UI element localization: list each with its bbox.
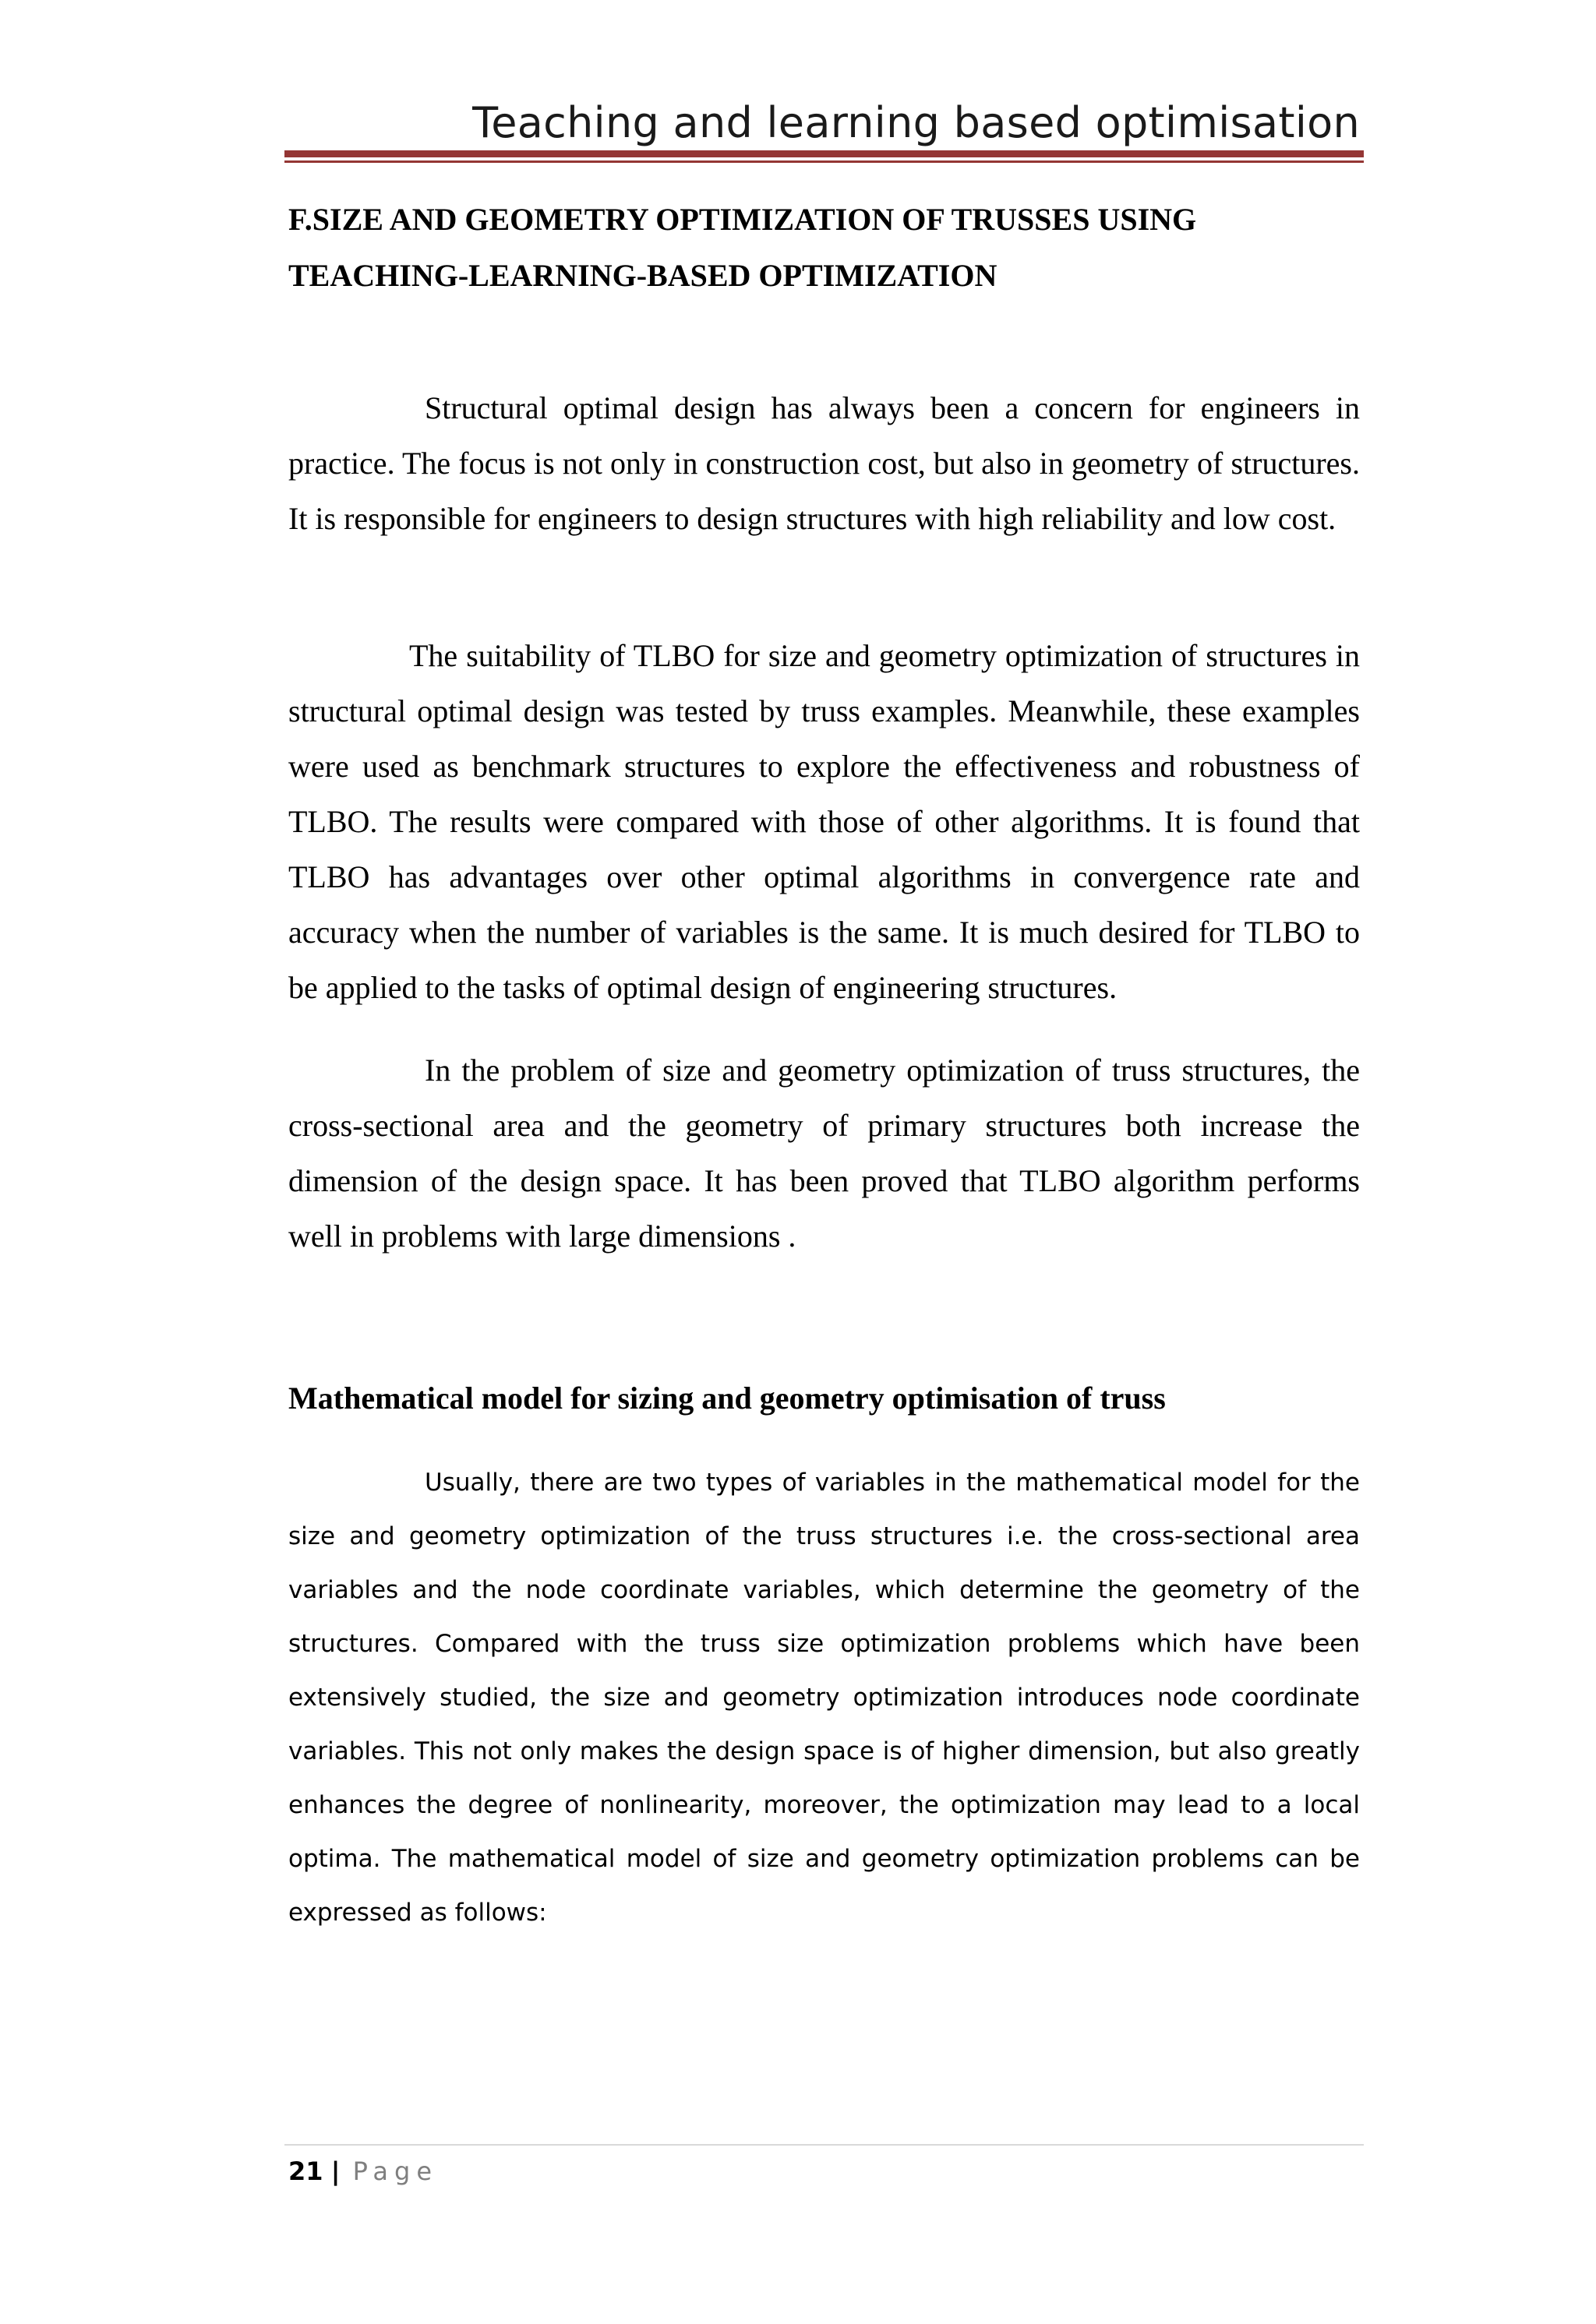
footer-separator: | <box>330 2156 341 2186</box>
header-rule-thin <box>284 160 1364 163</box>
page-number: 21 <box>288 2156 323 2186</box>
header-rule-thick <box>284 150 1364 157</box>
subsection-paragraph: Usually, there are two types of variables in the mathematical model for the size and geometry optimization of the truss structures i.e. the cross-sectional area variables and the node coordinate variables, which determine the geometry of the structures. Compared with the truss size optimization problems which have been extensively studied, the size and geometry optimization introduces node coordinate variables. This not only makes the design space is of higher dimension, but also greatly enhances the degree of nonlinearity, moreover, the optimization may lead to a local optima. The mathematical model of size and geometry optimization problems can be expressed as follows: <box>288 1469 1360 1927</box>
section-title-line-1: F.SIZE AND GEOMETRY OPTIMIZATION OF TRUSSES USING <box>288 202 1197 237</box>
footer-rule <box>284 2144 1364 2146</box>
subsection-heading: Mathematical model for sizing and geometry optimisation of truss <box>288 1381 1166 1416</box>
running-header-title: Teaching and learning based optimisation <box>472 98 1360 147</box>
body-paragraph-3: In the problem of size and geometry optimization of truss structures, the cross-sectional area and the geometry of primary structures both increase the dimension of the design space. It has been proved that TLBO algorithm performs well in problems with large dimensions . <box>288 1053 1360 1254</box>
page-label: Page <box>352 2156 439 2186</box>
body-paragraph-1: Structural optimal design has always been a concern for engineers in practice. The focus is not only in construction cost, but also in geometry of structures. It is responsible for engineers to design structures with high reliability and low cost. <box>288 390 1360 536</box>
section-title-line-2: TEACHING-LEARNING-BASED OPTIMIZATION <box>288 258 998 293</box>
page-footer <box>288 2152 438 2191</box>
section-title <box>288 192 1364 304</box>
body-paragraph-2: The suitability of TLBO for size and geometry optimization of structures in structural optimal design was tested by truss examples. Meanwhile, these examples were used as benchmark structures to explore the effectiveness and robustness of TLBO. The results were compared with those of other algorithms. It is found that TLBO has advantages over other optimal algorithms in convergence rate and accuracy when the number of variables is the same. It is much desired for TLBO to be applied to the tasks of optimal design of engineering structures. <box>288 638 1360 1005</box>
